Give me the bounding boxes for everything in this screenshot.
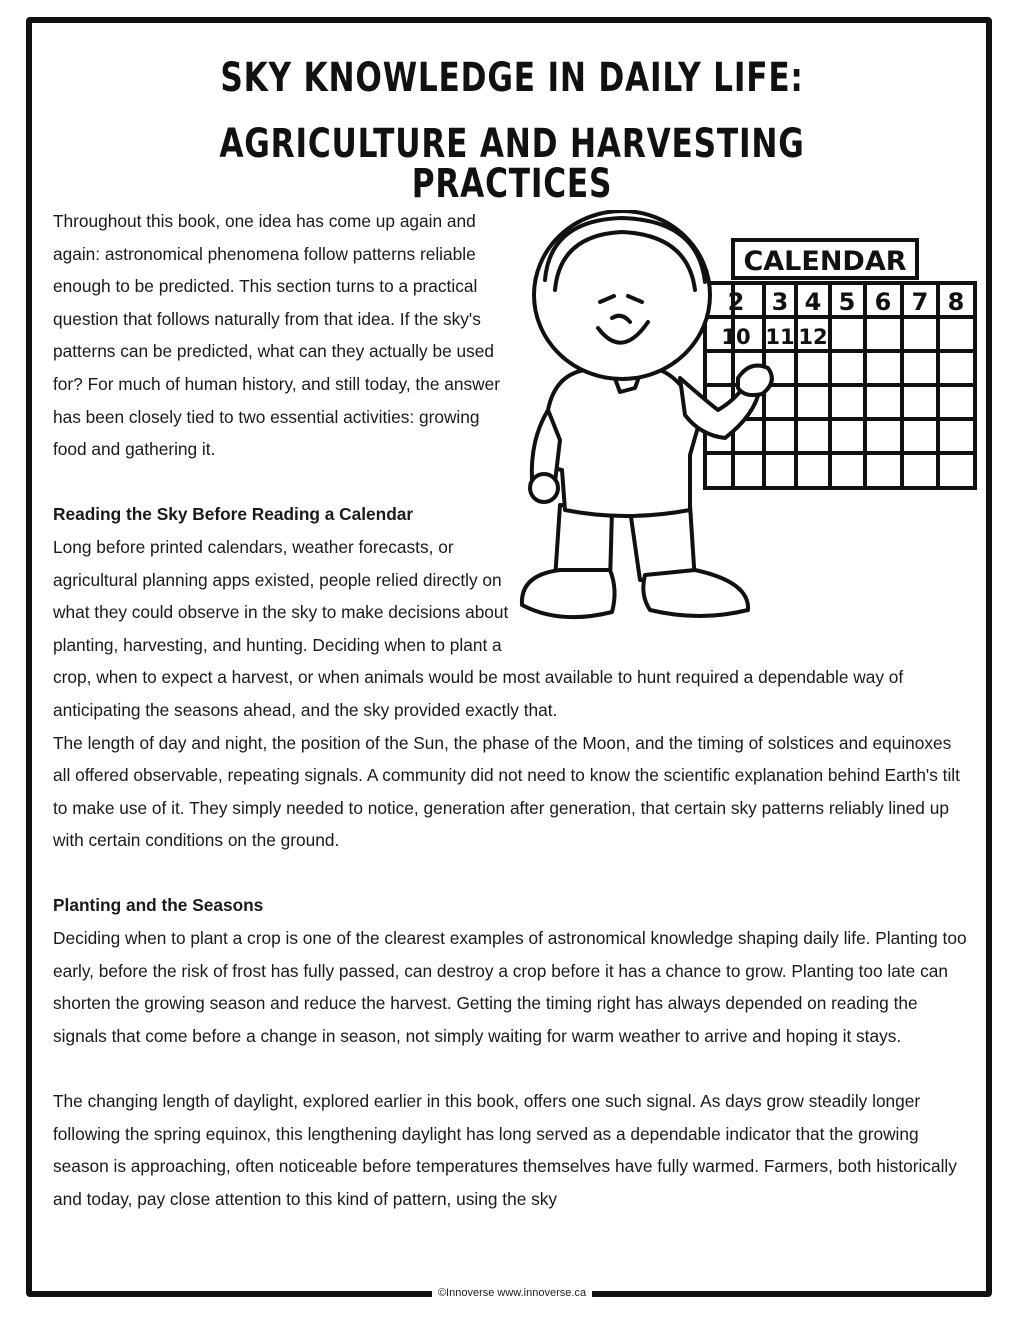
calendar-day: 12 <box>798 325 828 349</box>
footer-text: ©Innoverse www.innoverse.ca <box>432 1287 592 1299</box>
section-2-paragraph-1: Deciding when to plant a crop is one of the clearest examples of astronomical knowledge shaping daily life. Planting too early, before the risk of frost has fully passed, can destroy a crop before it has a chance to grow. Planting too late can shorten the growing season and reduce the harvest. Getting the timing right has always depended on reading the signals that come before a change in season, not simply waiting for warm weather to arrive and hoping it stays. <box>53 928 967 1046</box>
left-shoe <box>522 570 615 617</box>
footer-credit <box>0 1287 1024 1299</box>
right-shoe <box>643 570 748 616</box>
calendar-day: 10 <box>721 325 751 349</box>
page-title-line-1: SKY KNOWLEDGE IN DAILY LIFE: <box>220 55 804 101</box>
calendar-day: 8 <box>947 288 965 316</box>
calendar-label: CALENDAR <box>743 246 907 277</box>
calendar-day: 6 <box>874 288 892 316</box>
calendar-day: 7 <box>911 288 929 316</box>
section-heading-reading-sky: Reading the Sky Before Reading a Calendar <box>53 504 414 525</box>
section-2-paragraph-2: The changing length of daylight, explored earlier in this book, offers one such signal. As days grow steadily longer following the spring equinox, this lengthening daylight has long served as a dependable indicator that the growing season is approaching, often noticeable before temperatures themselves have fully warmed. Farmers, both historically and today, pay close attention to this kind of pattern, using the sky <box>53 1091 957 1209</box>
boy-calendar-illustration <box>500 210 980 640</box>
section-1-paragraph-2: The length of day and night, the position of the Sun, the phase of the Moon, and the timing of solstices and equinoxes all offered observable, repeating signals. A community did not need to know the scientific explanation behind Earth's tilt to make use of it. They simply needed to notice, generation after generation, that certain sky patterns reliably lined up with certain conditions on the ground. <box>53 732 960 851</box>
section-1-paragraph-1: Long before printed calendars, weather forecasts, or agricultural planning apps existed, people relied directly on what they could observe in the sky to make decisions about planting, harvesting, and hunting. Deciding when to plant a crop, when to expect a harvest, or when animals would be most available to hunt required a dependable way of anticipating the seasons ahead, and the sky provided exactly that. <box>53 536 904 720</box>
calendar-day: 11 <box>765 325 795 349</box>
calendar-day: 4 <box>804 288 822 316</box>
calendar-day: 5 <box>838 288 856 316</box>
calendar-day: 2 <box>727 288 745 316</box>
calendar-day: 3 <box>771 288 789 316</box>
section-heading-planting: Planting and the Seasons <box>53 895 264 916</box>
intro-paragraph: Throughout this book, one idea has come up again and again: astronomical phenomena follow patterns reliable enough to be predicted. This section turns to a practical question that follows naturally from that idea. If the sky's patterns can be predicted, what can they actually be used for? For much of human history, and still today, the answer has been closely tied to two essential activities: growing food and gathering it. <box>53 211 500 460</box>
page-title-line-2: AGRICULTURE AND HARVESTING PRACTICES <box>219 121 805 207</box>
